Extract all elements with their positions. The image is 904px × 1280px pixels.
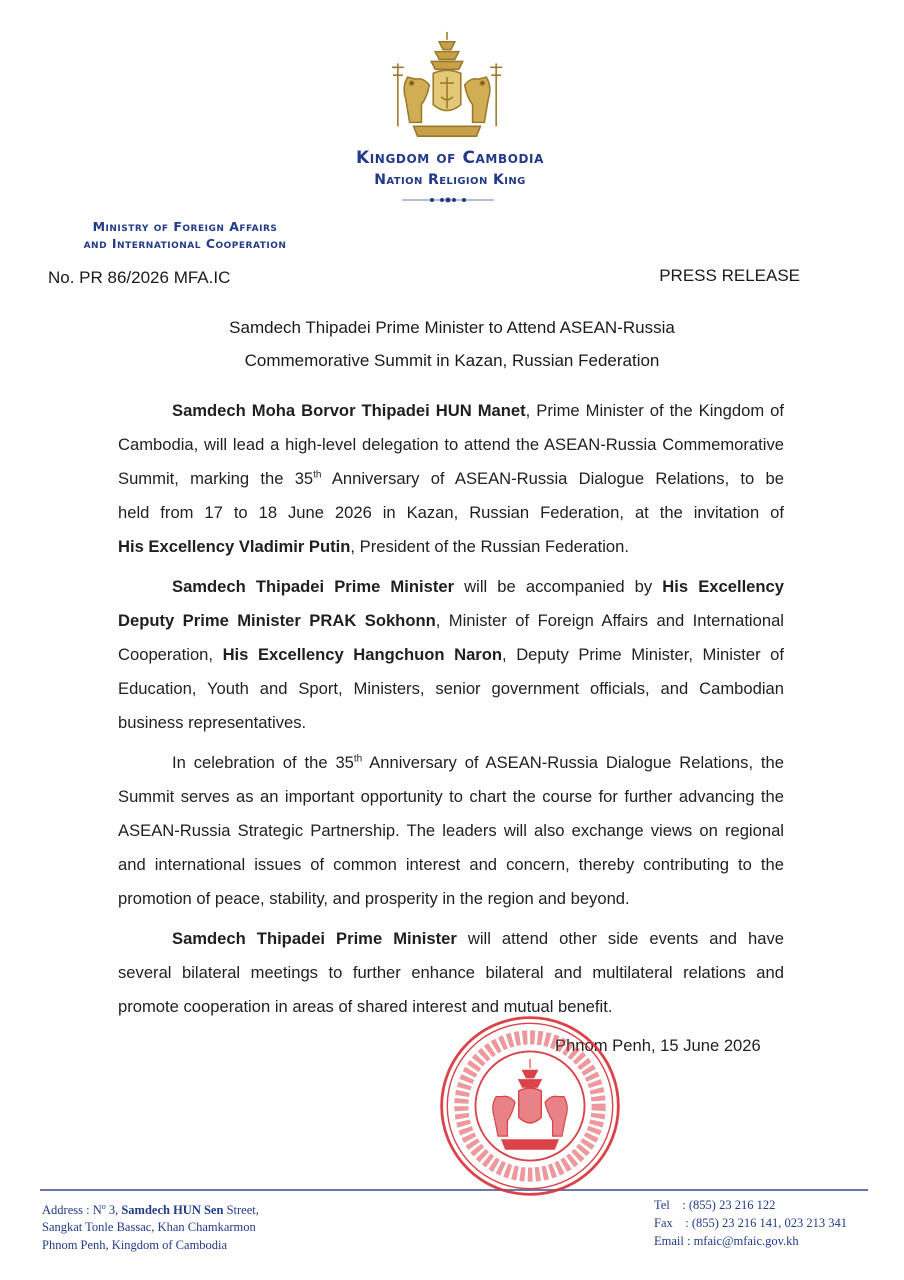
paragraph-1-line-4: held from 17 to 18 June 2026 in Kazan, Russian Federation, at the invitation of	[118, 503, 784, 522]
pm-name: Samdech Moha Borvor Thipadei HUN Manet	[172, 401, 526, 420]
royal-coat-of-arms-icon	[388, 28, 506, 146]
paragraph-3-line-1: In celebration of the 35th Anniversary of ASEAN-Russia Dialogue Relations, the	[172, 753, 785, 772]
paragraph-1-line-2: Cambodia, will lead a high-level delegation to attend the ASEAN-Russia Commemorative	[118, 435, 784, 454]
paragraph-1-line-1: Samdech Moha Borvor Thipadei HUN Manet, Prime Minister of the Kingdom of	[172, 401, 784, 420]
paragraph-2-line-1: Samdech Thipadei Prime Minister will be accompanied by His Excellency	[172, 577, 785, 596]
paragraph-4-line-3: promote cooperation in areas of shared interest and mutual benefit.	[118, 997, 613, 1016]
footer-address-line2: Sangkat Tonle Bassac, Khan Chamkarmon	[42, 1220, 256, 1234]
paragraph-1-line-3: Summit, marking the 35th Anniversary of ASEAN-Russia Dialogue Relations, to be	[118, 469, 784, 488]
paragraph-1-line-5: His Excellency Vladimir Putin, President of the Russian Federation.	[118, 537, 629, 556]
paragraph-2-line-4: Education, Youth and Sport, Ministers, senior government officials, and Cambodian	[118, 679, 784, 698]
footer-address-line1: Address : $N^o$ 3, Samdech HUN Sen Street,	[42, 1202, 259, 1218]
press-release-title-line1: Samdech Thipadei Prime Minister to Attend ASEAN-Russia	[229, 318, 675, 337]
divider-ornament-icon	[402, 195, 494, 205]
footer-fax: Fax : (855) 23 216 141, 023 213 341	[654, 1216, 848, 1230]
ministry-name-line2: and International Cooperation	[83, 236, 287, 251]
paragraph-2-line-3: Cooperation, His Excellency Hangchuon Naron, Deputy Prime Minister, Minister of	[118, 645, 785, 664]
paragraph-3-line-2: Summit serves as an important opportunity to chart the course for further advancing the	[118, 787, 784, 806]
paragraph-3-line-3: ASEAN-Russia Strategic Partnership. The leaders will also exchange views on regional	[118, 821, 784, 840]
paragraph-4-line-2: several bilateral meetings to further enhance bilateral and multilateral relations and	[118, 963, 784, 982]
paragraph-3-line-5: promotion of peace, stability, and prosperity in the region and beyond.	[118, 889, 630, 908]
paragraph-2-line-2: Deputy Prime Minister PRAK Sokhonn, Minister of Foreign Affairs and International	[118, 611, 784, 630]
paragraph-3-line-4: and international issues of common interest and concern, thereby contributing to the	[118, 855, 784, 874]
ministry-seal-icon	[436, 1012, 624, 1200]
kingdom-heading: Kingdom of Cambodia	[355, 148, 545, 168]
footer-telephone: Tel : (855) 23 216 122	[654, 1198, 776, 1212]
national-motto: Nation Religion King	[374, 172, 526, 188]
footer-address-line3: Phnom Penh, Kingdom of Cambodia	[42, 1238, 228, 1252]
footer-email: Email : mfaic@mfaic.gov.kh	[654, 1234, 799, 1248]
ministry-name-line1: Ministry of Foreign Affairs	[92, 219, 278, 234]
paragraph-2-line-5: business representatives.	[118, 713, 307, 732]
press-release-title-line2: Commemorative Summit in Kazan, Russian Federation	[244, 351, 660, 370]
reference-number: No. PR 86/2026 MFA.IC	[48, 268, 231, 287]
paragraph-4-line-1: Samdech Thipadei Prime Minister will attend other side events and have	[172, 929, 784, 948]
document-type-label: PRESS RELEASE	[659, 266, 800, 285]
place-and-date: Phnom Penh, 15 June 2026	[555, 1036, 761, 1055]
